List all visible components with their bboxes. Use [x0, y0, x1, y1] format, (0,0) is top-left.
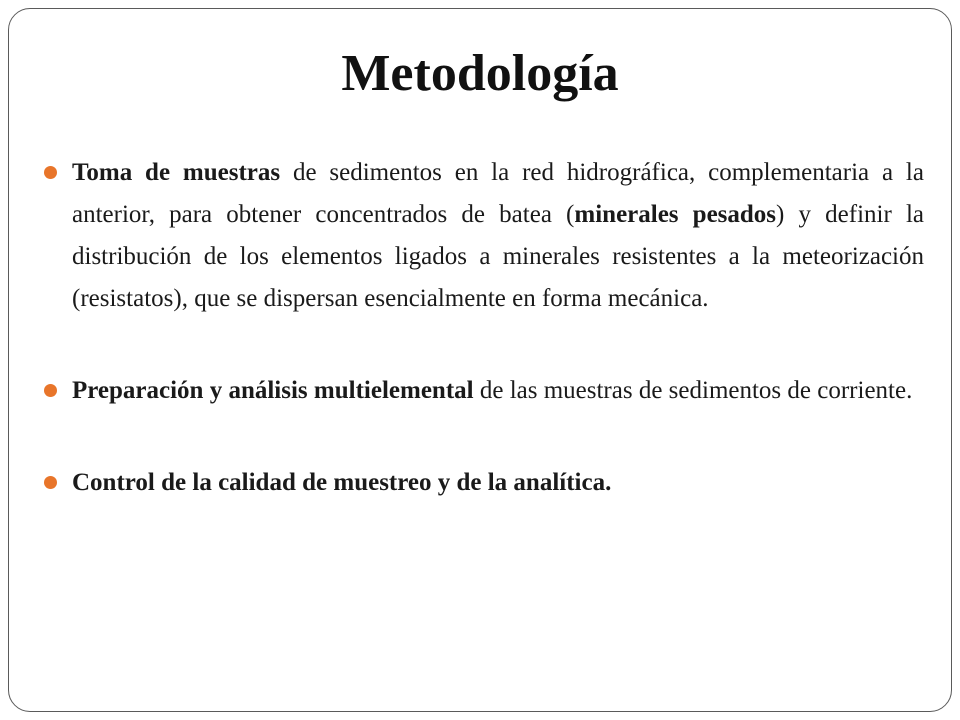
bullet-text-strong: Preparación y análisis multielemental [72, 377, 474, 404]
bullet-text: de las muestras de sedimentos de corriente. [473, 377, 913, 404]
bullet-text: ) y definir la distribución de los elementos ligados a minerales resistentes a la meteorización (resistatos), que se dispersan esencialmente en forma mecánica. [72, 201, 924, 312]
bullet-dot-icon [44, 166, 57, 179]
bullet-item-sampling [44, 152, 924, 362]
bullet-text-strong: Toma de muestras [72, 159, 281, 186]
bullet-list [44, 152, 924, 512]
bullet-item-analysis [44, 370, 924, 454]
bullet-text-strong: Control de la calidad de muestreo y de la analítica. [72, 469, 612, 496]
bullet-text: de sedimentos en la red hidrográfica, complementaria a la anterior, para obtener concentrados de batea ( [72, 159, 924, 228]
bullet-text-strong: minerales pesados [574, 201, 777, 228]
bullet-dot-icon [44, 476, 57, 489]
bullet-item-quality-control [44, 462, 924, 504]
slide-title: Metodología [341, 45, 619, 102]
bullet-dot-icon [44, 384, 57, 397]
